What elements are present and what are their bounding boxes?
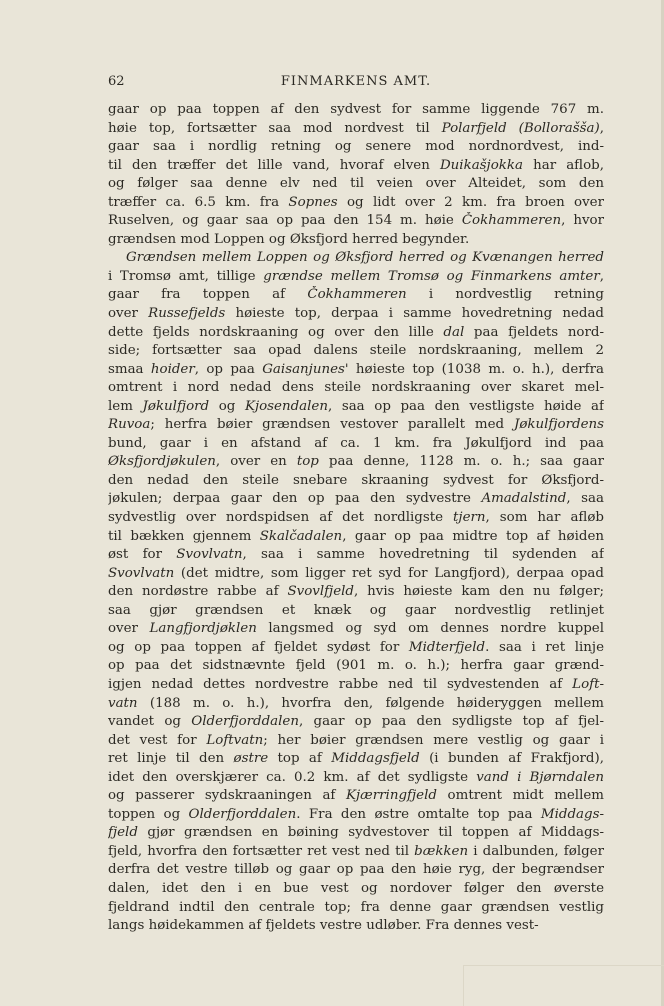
italic-place-name: Olderfjorddalen [191, 714, 299, 730]
text-line: i Tromsø amt, tillige grændse mellem Tromsø og Finmarkens amter, [108, 268, 604, 284]
text-line: til bækken gjennem Skalčadalen, gaar op paa midtre top af høiden [108, 528, 604, 544]
text-line: jøkulen; derpaa gaar den op paa den sydvestre Amadalstind, saa [108, 491, 604, 507]
italic-place-name: Duikašjokka [439, 157, 523, 173]
text-line: idet den overskjærer ca. 0.2 km. af det sydligste vand i Bjørndalen [108, 769, 604, 785]
text-line: til den træffer det lille vand, hvoraf elven Duikašjokka har aflob, [108, 157, 604, 173]
text-line: toppen og Olderfjorddalen. Fra den østre omtalte top paa Middags- [108, 806, 604, 822]
text-line: gaar fra toppen af Čokhammeren i nordvestlig retning [108, 287, 604, 303]
text-line: derfra det vestre tilløb og gaar op paa den høie ryg, der begrændser [108, 862, 604, 878]
page-corner-fold [463, 965, 664, 1006]
italic-place-name: Olderfjorddalen [188, 806, 297, 822]
italic-place-name: Sopnes [288, 194, 338, 210]
italic-place-name: tjern [453, 510, 486, 526]
italic-place-name: Loftvatn [206, 732, 264, 748]
italic-place-name: Midterfjeld [408, 639, 486, 655]
text-line [108, 249, 604, 268]
italic-place-name: dal [443, 324, 465, 340]
text-line: sydvestlig over nordspidsen af det nordligste tjern, som har afløb [108, 510, 604, 526]
italic-place-name: Russefjelds [148, 306, 226, 322]
italic-place-name: Svovlvatn [108, 565, 175, 581]
italic-place-name: grændse mellem Tromsø og Finmarkens amter [263, 268, 600, 284]
text-line: saa gjør grændsen et knæk og gaar nordvestlig retlinjet [108, 602, 604, 618]
italic-place-name: top [296, 454, 319, 470]
text-line: den nedad den steile snebare skraaning sydvest for Øksfjord- [108, 472, 604, 488]
text-line: fjeld gjør grændsen en bøining sydvestover til toppen af Middags- [108, 825, 604, 841]
text-line: op paa det sidstnævnte fjeld (901 m. o. h.); herfra gaar grænd- [108, 658, 604, 674]
text-line: det vest for Loftvatn; her bøier grændsen mere vestlig og gaar i [108, 732, 604, 748]
italic-place-name: Svovlvatn [176, 547, 243, 563]
text-line: vatn (188 m. o. h.), hvorfra den, følgende høideryggen mellem [108, 695, 604, 711]
italic-place-name: Jøkulfjordens [513, 417, 604, 433]
italic-place-name: Øksfjordjøkulen [108, 454, 216, 470]
italic-place-name: Gaisanjunes [262, 361, 345, 377]
text-line: lem Jøkulfjord og Kjosendalen, saa op paa den vestligste høide af [108, 398, 604, 414]
page-header [108, 74, 604, 96]
text-line: dette fjelds nordskraaning og over den lille dal paa fjeldets nord- [108, 324, 604, 340]
text-line: Svovlvatn (det midtre, som ligger ret syd for Langfjord), derpaa opad [108, 565, 604, 581]
italic-place-name: Middags- [540, 806, 604, 822]
text-line: Øksfjordjøkulen, over en top paa denne, 1128 m. o. h.; saa gaar [108, 454, 604, 470]
running-title: FINMARKENS AMT. [280, 74, 432, 89]
text-line: igjen nedad dettes nordvestre rabbe ned til sydvestenden af Loft- [108, 676, 604, 692]
text-line: fjeldrand indtil den centrale top; fra denne gaar grændsen vestlig [108, 899, 604, 915]
text-line: og op paa toppen af fjeldet sydøst for Midterfjeld. saa i ret linje [108, 639, 604, 655]
text-line: omtrent i nord nedad dens steile nordskraaning over skaret mel- [108, 380, 604, 396]
italic-place-name: Čokhammeren [307, 287, 407, 303]
text-line: langs høidekammen af fjeldets vestre udløber. Fra dennes vest- [108, 918, 539, 934]
text-line: og passerer sydskraaningen af Kjærringfjeld omtrent midt mellem [108, 788, 604, 804]
text-line: over Langfjordjøklen langsmed og syd om dennes nordre kuppel [108, 621, 604, 637]
italic-place-name: Amadalstind [481, 491, 567, 507]
text-line: vandet og Olderfjorddalen, gaar op paa den sydligste top af fjel- [108, 714, 604, 730]
italic-place-name: Kjosendalen [244, 398, 328, 414]
italic-place-name: Polarfjeld (Bollorašša) [441, 120, 600, 136]
text-line: høie top, fortsætter saa mod nordvest til Polarfjeld (Bollorašša), [108, 120, 604, 136]
text-line: gaar saa i nordlig retning og senere mod nordnordvest, ind- [108, 139, 604, 155]
italic-place-name: vand i Bjørndalen [476, 769, 604, 785]
italic-place-name: Middagsfjeld [331, 751, 420, 767]
text-line: den nordøstre rabbe af Svovlfjeld, hvis høieste kam den nu følger; [108, 584, 604, 600]
italic-place-name: østre [233, 751, 269, 767]
text-line: øst for Svovlvatn, saa i samme hovedretning til sydenden af [108, 547, 604, 563]
text-line: side; fortsætter saa opad dalens steile nordskraaning, mellem 2 [108, 343, 604, 359]
italic-place-name: bækken [414, 843, 469, 859]
text-line: fjeld, hvorfra den fortsætter ret vest ned til bækken i dalbunden, følger [108, 843, 604, 859]
italic-place-name: hoider [150, 361, 195, 377]
italic-place-name: Svovlfjeld [287, 584, 354, 600]
text-line: træffer ca. 6.5 km. fra Sopnes og lidt over 2 km. fra broen over [108, 194, 604, 210]
italic-place-name: Čokhammeren [461, 213, 562, 229]
text-line: gaar op paa toppen af den sydvest for samme liggende 767 m. [108, 102, 604, 117]
text-line: ret linje til den østre top af Middagsfjeld (i bunden af Frakfjord), [108, 751, 604, 767]
italic-place-name: Kjærringfjeld [346, 788, 437, 804]
text-line: bund, gaar i en afstand af ca. 1 km. fra Jøkulfjord ind paa [108, 435, 604, 451]
italic-place-name: Skalčadalen [259, 528, 343, 544]
page-number: 62 [108, 74, 125, 89]
italic-place-name: fjeld [108, 825, 138, 841]
italic-place-name: Langfjordjøklen [149, 621, 257, 637]
text-line: smaa hoider, op paa Gaisanjunes' høieste top (1038 m. o. h.), derfra [108, 361, 604, 377]
text-line: over Russefjelds høieste top, derpaa i samme hovedretning nedad [108, 306, 604, 322]
italic-place-name: Grændsen mellem Loppen og Øksfjord herred og Kvænangen herred [126, 250, 604, 266]
text-line: grændsen mod Loppen og Øksfjord herred begynder. [108, 231, 470, 247]
text-line: dalen, idet den i en bue vest og nordover følger den øverste [108, 880, 604, 896]
text-line: og følger saa denne elv ned til veien over Alteidet, som den [108, 176, 604, 192]
italic-place-name: Jøkulfjord [142, 398, 210, 414]
text-line: Ruselven, og gaar saa op paa den 154 m. høie Čokhammeren, hvor [108, 213, 604, 229]
italic-place-name: vatn [108, 695, 138, 711]
text-line: Ruvoa; herfra bøier grændsen vestover parallelt med Jøkulfjordens [108, 417, 604, 433]
body-text [108, 101, 604, 936]
italic-place-name: Ruvoa [108, 417, 151, 433]
italic-place-name: Loft- [572, 676, 604, 692]
